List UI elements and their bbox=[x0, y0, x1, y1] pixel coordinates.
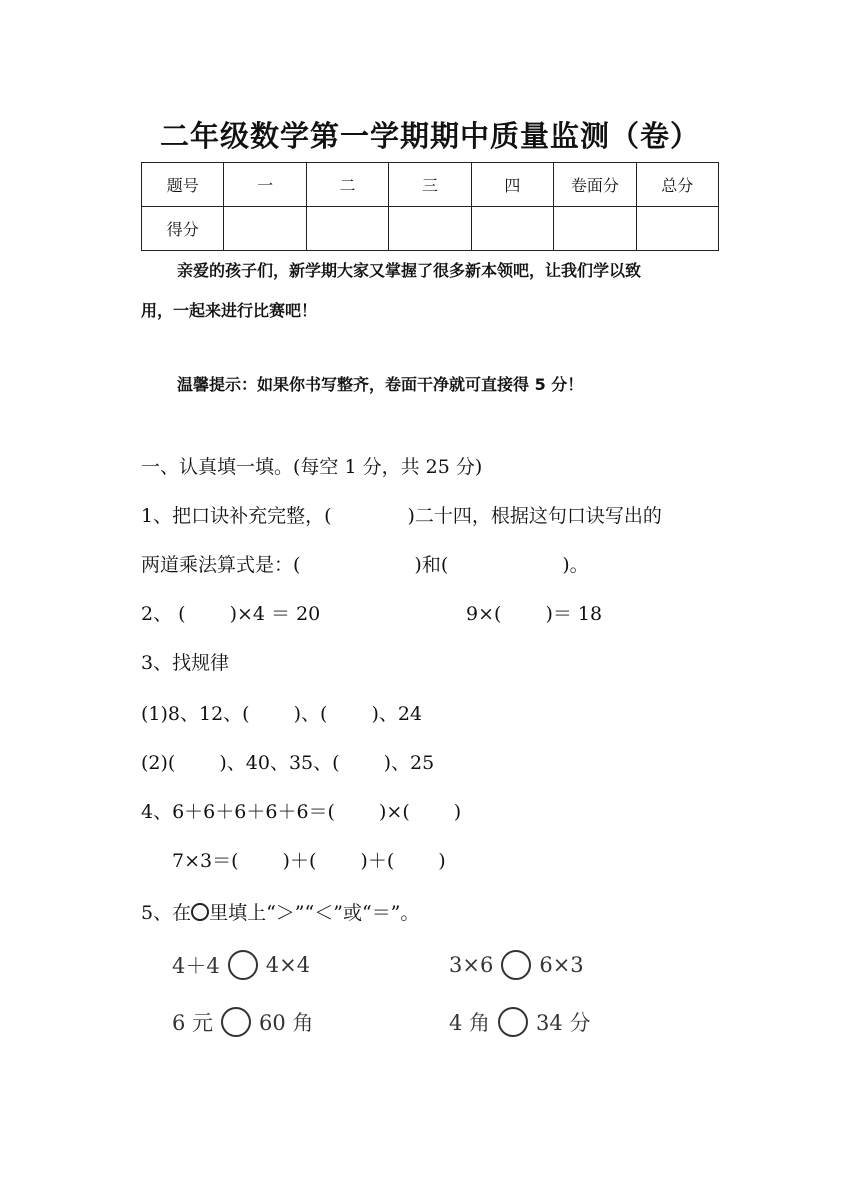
question-5-suffix: 里填上“＞”“＜”或“＝”。 bbox=[209, 902, 420, 924]
score-table-score-row bbox=[142, 207, 719, 251]
comparison-circle[interactable] bbox=[221, 1007, 251, 1037]
question-3-sub-2: (2)( )、40、35、( )、25 bbox=[141, 752, 435, 774]
comparison-item bbox=[449, 1007, 590, 1037]
comparison-left: 4＋4 bbox=[172, 954, 220, 978]
score-table-header-row bbox=[142, 163, 719, 207]
score-cell[interactable] bbox=[471, 207, 553, 251]
score-table-header-cell: 四 bbox=[471, 163, 553, 207]
question-4-part-a: 4、6＋6＋6＋6＋6＝( )×( ) bbox=[141, 801, 462, 823]
score-table-header-cell: 三 bbox=[389, 163, 471, 207]
question-5-instruction bbox=[141, 898, 419, 925]
question-2-part-a: 2、 ( )×4 ＝ 20 bbox=[141, 603, 321, 625]
score-cell[interactable] bbox=[636, 207, 718, 251]
score-cell[interactable] bbox=[389, 207, 471, 251]
score-cell[interactable] bbox=[224, 207, 306, 251]
exam-title: 二年级数学第一学期期中质量监测（卷） bbox=[159, 119, 700, 153]
comparison-item bbox=[172, 1007, 313, 1037]
tip-text: 温馨提示：如果你书写整齐，卷面干净就可直接得 5 分！ bbox=[177, 375, 584, 394]
score-table-header-cell: 一 bbox=[224, 163, 306, 207]
comparison-circle[interactable] bbox=[228, 950, 258, 980]
intro-line-2: 用，一起来进行比赛吧！ bbox=[141, 301, 318, 320]
score-table-header-cell: 二 bbox=[306, 163, 388, 207]
question-2-part-b: 9×( )＝ 18 bbox=[466, 603, 603, 625]
score-table-header-cell: 总分 bbox=[636, 163, 718, 207]
intro-line-1: 亲爱的孩子们，新学期大家又掌握了很多新本领吧，让我们学以致 bbox=[177, 261, 642, 280]
comparison-left: 3×6 bbox=[449, 953, 494, 977]
score-row-label: 得分 bbox=[142, 207, 224, 251]
comparison-item bbox=[172, 950, 310, 980]
comparison-right: 4×4 bbox=[265, 953, 311, 977]
score-cell[interactable] bbox=[554, 207, 636, 251]
comparison-right: 6×3 bbox=[539, 953, 584, 977]
comparison-left: 6 元 bbox=[172, 1011, 214, 1035]
score-table-header-cell: 卷面分 bbox=[554, 163, 636, 207]
circle-icon bbox=[191, 903, 209, 921]
question-3-sub-1: (1)8、12、( )、( )、24 bbox=[141, 703, 423, 725]
question-5-prefix: 5、在 bbox=[141, 902, 192, 924]
comparison-right: 34 分 bbox=[536, 1011, 591, 1035]
comparison-left: 4 角 bbox=[449, 1011, 491, 1035]
score-table-header-cell: 题号 bbox=[142, 163, 224, 207]
question-3-heading: 3、找规律 bbox=[141, 652, 230, 674]
question-1-line-2: 两道乘法算式是：( )和( )。 bbox=[141, 554, 589, 576]
question-4-part-b: 7×3＝( )＋( )＋( ) bbox=[172, 850, 446, 872]
section-1-heading: 一、认真填一填。(每空 1 分，共 25 分) bbox=[141, 456, 483, 478]
question-1-line-1: 1、把口诀补充完整，( )二十四，根据这句口诀写出的 bbox=[141, 505, 662, 527]
score-table bbox=[141, 162, 719, 251]
score-cell[interactable] bbox=[306, 207, 388, 251]
comparison-circle[interactable] bbox=[501, 950, 531, 980]
comparison-right: 60 角 bbox=[259, 1011, 314, 1035]
comparison-item bbox=[449, 950, 584, 980]
comparison-circle[interactable] bbox=[498, 1007, 528, 1037]
